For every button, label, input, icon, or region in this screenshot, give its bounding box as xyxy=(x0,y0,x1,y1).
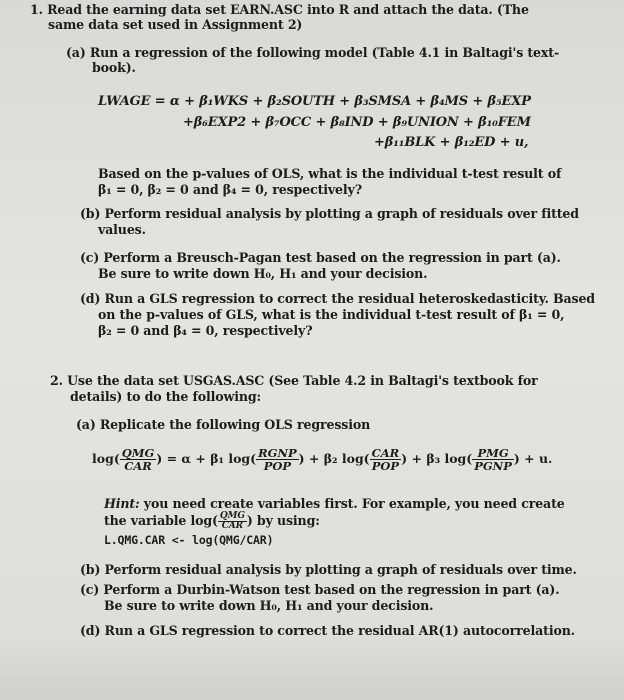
q1a-equation-line-1: LWAGE = α + β₁WKS + β₂SOUTH + β₃SMSA + β₄MS + β₅EXP xyxy=(98,94,531,109)
fraction-numerator: PMG xyxy=(472,447,514,460)
hint-line-2-post: ) by using: xyxy=(246,513,320,528)
q2a-equation xyxy=(92,447,552,472)
q2-line-2: details) to do the following: xyxy=(70,389,262,404)
q1c-line-2: Be sure to write down H₀, H₁ and your decision. xyxy=(98,266,428,281)
fraction-denominator: CAR xyxy=(124,459,152,473)
q2a-hint-line-2 xyxy=(104,512,320,531)
eq-tail: ) + u. xyxy=(513,451,553,466)
q2a-hint-line-1 xyxy=(104,496,565,511)
fraction-rgnp-pop xyxy=(256,447,299,472)
fraction-qmg-car-small xyxy=(218,512,247,531)
eq-log-1: log( xyxy=(92,451,120,466)
q1-line-2: same data set used in Assignment 2) xyxy=(48,17,303,32)
q2b-line-1: (b) Perform residual analysis by plotting a graph of residuals over time. xyxy=(80,562,577,577)
fraction-qmg-car xyxy=(120,447,157,472)
hint-label: Hint: xyxy=(104,496,140,511)
q1b-line-2: values. xyxy=(98,222,146,237)
hint-line-2-pre: the variable log( xyxy=(104,513,218,528)
fraction-numerator: CAR xyxy=(371,446,400,460)
q1d-line-3: β₂ = 0 and β₄ = 0, respectively? xyxy=(98,323,313,338)
q1d-line-1: (d) Run a GLS regression to correct the residual heteroskedasticity. Based xyxy=(80,291,595,306)
fraction-numerator: QMG xyxy=(219,511,245,521)
q1a-question-line-1: Based on the p-values of OLS, what is the individual t-test result of xyxy=(98,166,562,181)
fraction-pmg-pgnp xyxy=(472,447,514,472)
q2a-label: (a) Replicate the following OLS regression xyxy=(76,417,371,432)
fraction-numerator: QMG xyxy=(121,446,155,460)
r-code-snippet: L.QMG.CAR <- log(QMG/CAR) xyxy=(104,533,274,547)
q2d-line-1: (d) Run a GLS regression to correct the residual AR(1) autocorrelation. xyxy=(80,623,575,638)
q1b-line-1: (b) Perform residual analysis by plotting a graph of residuals over fitted xyxy=(80,206,579,221)
hint-text: you need create variables first. For example, you need create xyxy=(139,496,565,511)
q1a-line-2: book). xyxy=(92,60,136,75)
fraction-numerator: RGNP xyxy=(258,446,297,460)
q1a-equation-line-2: +β₆EXP2 + β₇OCC + β₈IND + β₉UNION + β₁₀FEM xyxy=(183,115,531,130)
q1a-question-line-2: β₁ = 0, β₂ = 0 and β₄ = 0, respectively? xyxy=(98,182,362,197)
q1-line-1: 1. Read the earning data set EARN.ASC into R and attach the data. (The xyxy=(30,2,529,17)
eq-mid-2: ) + β₂ log( xyxy=(298,451,370,466)
q2c-line-2: Be sure to write down H₀, H₁ and your decision. xyxy=(104,598,434,613)
fraction-denominator: POP xyxy=(371,459,400,473)
fraction-denominator: CAR xyxy=(221,521,243,531)
eq-mid-3: ) + β₃ log( xyxy=(401,451,473,466)
fraction-car-pop xyxy=(370,447,402,472)
photo-shadow xyxy=(0,640,624,700)
q2c-line-1: (c) Perform a Durbin-Watson test based on the regression in part (a). xyxy=(80,582,560,597)
q1a-equation-line-3: +β₁₁BLK + β₁₂ED + u, xyxy=(374,135,529,150)
q1d-line-2: on the p-values of GLS, what is the individual t-test result of β₁ = 0, xyxy=(98,307,565,322)
q1a-line-1: (a) Run a regression of the following model (Table 4.1 in Baltagi's text- xyxy=(66,45,560,60)
fraction-denominator: POP xyxy=(263,459,292,473)
eq-mid-1: ) = α + β₁ log( xyxy=(156,451,257,466)
fraction-denominator: PGNP xyxy=(474,459,512,473)
q1c-line-1: (c) Perform a Breusch-Pagan test based on the regression in part (a). xyxy=(80,250,561,265)
q2-line-1: 2. Use the data set USGAS.ASC (See Table 4.2 in Baltagi's textbook for xyxy=(50,373,538,388)
